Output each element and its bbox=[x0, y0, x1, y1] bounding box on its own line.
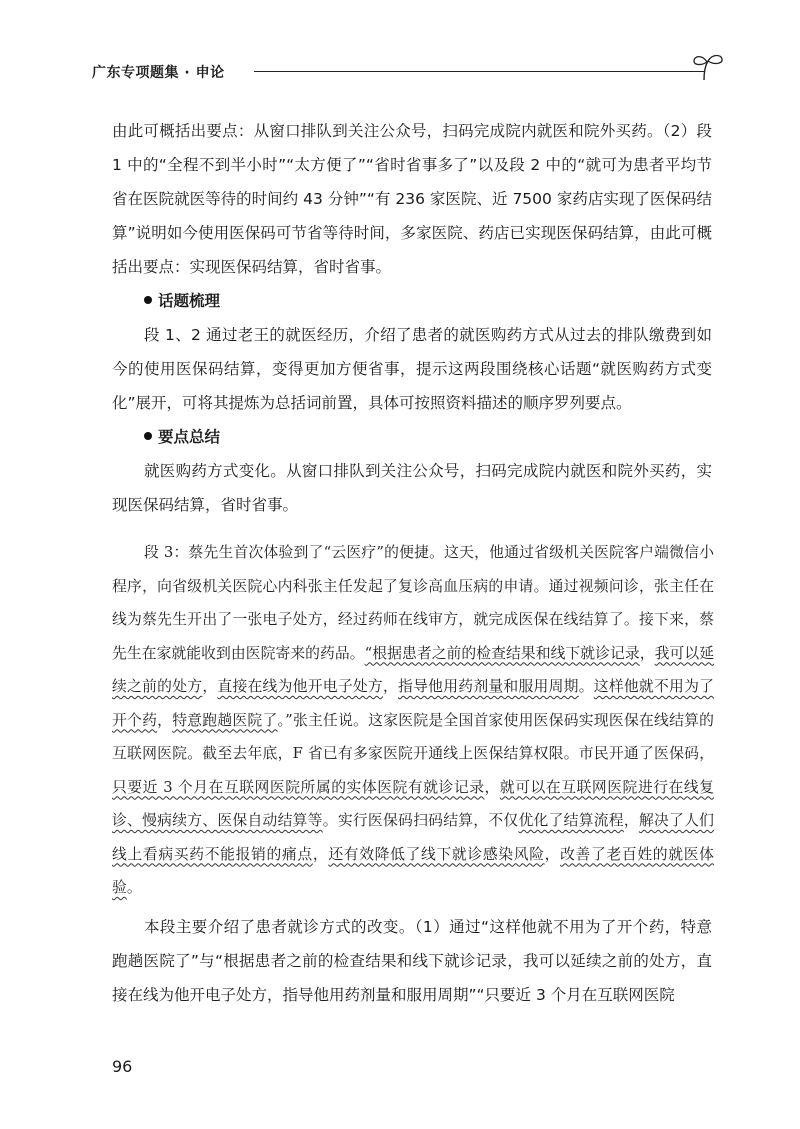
passage-text: ， bbox=[544, 845, 561, 863]
summary-heading bbox=[112, 420, 712, 454]
underlined-phrase: 直接在线为他开电子处方 bbox=[217, 678, 383, 695]
underlined-phrase: 还有效降低了线下就诊感染风险 bbox=[328, 845, 545, 863]
topic-paragraph: 段 1、2 通过老王的就医经历，介绍了患者的就医购药方式从过去的排队缴费到如今的使用医保码结算，变得更加方便省事，提示这两段围绕核心话题“就医购药方式变化”展开，可将其提炼为总括词前置，具体可按照资料描述的顺序罗列要点。 bbox=[112, 326, 712, 412]
underlined-phrase: 解决了人们线上看病买药不能报销的痛点 bbox=[112, 812, 714, 863]
summary-paragraph: 就医购药方式变化。从窗口排队到关注公众号，扫码完成院内就医和院外买药，实现医保码结算，省时省事。 bbox=[112, 462, 712, 514]
passage-text: ， bbox=[202, 678, 218, 695]
analysis-section-top bbox=[112, 114, 712, 522]
topic-heading bbox=[112, 284, 712, 318]
passage-text: ， bbox=[157, 711, 173, 729]
analysis-section-bottom bbox=[112, 910, 712, 1012]
passage-paragraph bbox=[112, 536, 714, 905]
passage-text: 。”张主任说。这家医院是全国首家使用医保码实现医保在线结算的互联网医院。截至去年底，F 省已有多家医院开通线上医保结算权限。市民开通了医保码， bbox=[112, 711, 714, 762]
underlined-phrase: 指导他用药剂量和服用周期 bbox=[398, 678, 579, 695]
passage-text: 段 3：蔡先生首次体验到了“云医疗”的便捷。这天，他通过省级机关医院客户端微信小程序，向省级机关医院心内科张主任发起了复诊高血压病的申请。通过视频问诊，张主任在线为蔡先生开出了一张电子处方，经过药师在线审方，就完成医保在线结算了。接下来，蔡先生在家就能收到由医院寄来的药品。 bbox=[112, 544, 714, 662]
bullet-icon bbox=[144, 296, 152, 304]
analysis-paragraph: 由此可概括出要点：从窗口排队到关注公众号，扫码完成院内就医和院外买药。（2）段 1 中的“全程不到半小时”“太方便了”“省时省事多了”以及段 2 中的“就可为患者平均节省在医院就医等待的时间约 43 分钟”“有 236 家医院、近 7500 家药店实现了医保码结算”说明如今使用医保码可节省等待时间，多家医院、药店已实现医保码结算，由此可概括出要点：实现医保码结算，省时省事。 bbox=[112, 122, 712, 276]
passage-text: ， bbox=[382, 678, 399, 695]
running-head-title: 广东专项题集 · 申论 bbox=[92, 65, 225, 81]
passage-text: 。 bbox=[126, 879, 142, 896]
underlined-phrase: 优化了结算流程 bbox=[518, 812, 624, 829]
passage-text: 。 bbox=[578, 678, 594, 695]
underlined-phrase: 只要近 3 个月在互联网医院所属的实体医院有就诊记录 bbox=[112, 778, 485, 796]
page-number: 96 bbox=[112, 1057, 133, 1076]
passage-text: ， bbox=[312, 845, 329, 863]
passage-text: ， bbox=[484, 778, 500, 796]
source-passage bbox=[112, 536, 714, 905]
bullet-icon bbox=[144, 432, 152, 440]
underlined-phrase: “根据患者之前的检查结果和线下就诊记录 bbox=[364, 644, 640, 662]
topic-heading-text: 话题梳理 bbox=[158, 292, 221, 310]
passage-text: ， bbox=[639, 644, 655, 662]
sprout-icon bbox=[690, 52, 726, 82]
page-header bbox=[92, 52, 732, 92]
underlined-phrase: 我可以延续之前的处方 bbox=[112, 644, 714, 695]
underlined-phrase: 改善了老百姓的就医体验 bbox=[112, 845, 714, 896]
underlined-phrase: 特意跑趟医院了 bbox=[172, 711, 278, 729]
header-rule bbox=[254, 71, 704, 72]
passage-text: ， bbox=[623, 812, 639, 829]
underlined-phrase: 就可以在互联网医院进行在线复诊、慢病续方、医保自动结算等 bbox=[112, 778, 714, 829]
underlined-phrase: 这样他就不用为了开个药 bbox=[112, 678, 714, 729]
summary-heading-text: 要点总结 bbox=[158, 428, 221, 446]
analysis-paragraph: 本段主要介绍了患者就诊方式的改变。（1）通过“这样他就不用为了开个药，特意跑趟医院了”与“根据患者之前的检查结果和线下就诊记录，我可以延续之前的处方，直接在线为他开电子处方，指导他用药剂量和服用周期”“只要近 3 个月在互联网医院 bbox=[112, 918, 712, 1004]
passage-text: 。实行医保码扫码结算，不仅 bbox=[322, 812, 519, 829]
